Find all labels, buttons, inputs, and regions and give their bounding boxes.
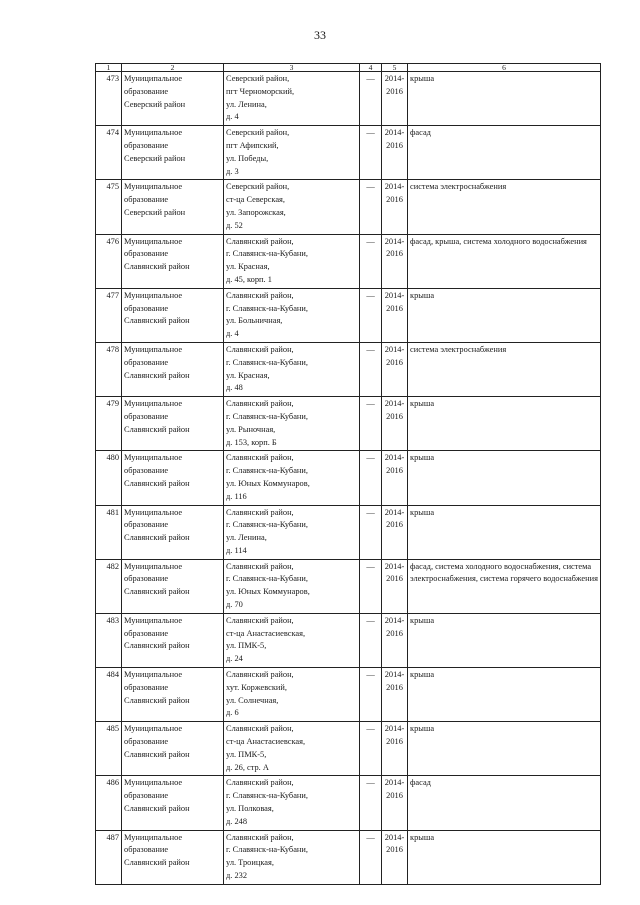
address-line: ул. Юных Коммунаров, [226, 478, 310, 488]
work-type-cell [408, 288, 601, 342]
table-row [96, 397, 601, 451]
address-line: ул. Солнечная, [226, 695, 279, 705]
address-line: ул. Полковая, [226, 804, 274, 814]
address-line: Славянский район, [226, 670, 294, 680]
municipality-cell [122, 180, 224, 234]
work-type-cell [408, 397, 601, 451]
address-cell [224, 342, 360, 396]
municipality-cell [122, 559, 224, 613]
address-line: д. 70 [226, 600, 243, 610]
period-start: 2014- [384, 670, 405, 680]
dash-cell: — [360, 180, 382, 234]
address-line: ул. Красная, [226, 370, 270, 380]
column-number-cell: 3 [224, 64, 360, 72]
table-row [96, 776, 601, 830]
period-start: 2014- [384, 344, 405, 354]
dash-cell: — [360, 342, 382, 396]
municipality-line: Славянский район [124, 533, 190, 543]
municipality-line: Славянский район [124, 587, 190, 597]
address-line: ул. ПМК-5, [226, 641, 267, 651]
municipality-line: Славянский район [124, 478, 190, 488]
address-line: д. 24 [226, 654, 243, 664]
period-cell [382, 288, 408, 342]
address-cell [224, 668, 360, 722]
period-cell [382, 830, 408, 884]
municipality-line: Муниципальное [124, 670, 183, 680]
column-number-cell: 6 [408, 64, 601, 72]
municipality-line: Славянский район [124, 424, 190, 434]
period-cell [382, 342, 408, 396]
municipality-line: образование [124, 86, 169, 96]
period-start: 2014- [384, 832, 405, 842]
address-line: ул. Запорожская, [226, 207, 286, 217]
dash-cell: — [360, 397, 382, 451]
address-cell [224, 397, 360, 451]
municipality-line: Муниципальное [124, 561, 183, 571]
row-number-cell: 486 [96, 776, 122, 830]
municipality-cell [122, 72, 224, 126]
period-cell [382, 451, 408, 505]
municipality-line: образование [124, 574, 169, 584]
address-line: пгт Афипский, [226, 140, 279, 150]
row-number-cell: 482 [96, 559, 122, 613]
period-start: 2014- [384, 128, 405, 138]
municipality-line: Северский район [124, 153, 186, 163]
address-line: Славянский район, [226, 290, 294, 300]
column-number-cell: 1 [96, 64, 122, 72]
address-line: д. 48 [226, 383, 243, 393]
municipality-cell [122, 776, 224, 830]
municipality-cell [122, 126, 224, 180]
address-cell [224, 830, 360, 884]
address-line: д. 4 [226, 329, 239, 339]
work-type-cell [408, 451, 601, 505]
column-number-cell: 4 [360, 64, 382, 72]
period-end: 2016 [386, 791, 403, 801]
work-type-text: крыша [410, 453, 435, 463]
municipality-line: Муниципальное [124, 236, 183, 246]
address-line: д. 6 [226, 708, 239, 718]
address-line: Славянский район, [226, 399, 294, 409]
work-type-text: крыша [410, 399, 435, 409]
period-cell [382, 505, 408, 559]
address-line: д. 153, корп. Б [226, 437, 277, 447]
work-type-text: крыша [410, 74, 435, 83]
work-type-cell [408, 72, 601, 126]
municipality-line: Муниципальное [124, 507, 183, 517]
municipality-line: образование [124, 628, 169, 638]
municipality-line: образование [124, 140, 169, 150]
period-cell [382, 722, 408, 776]
address-line: хут. Коржевский, [226, 682, 287, 692]
period-end: 2016 [386, 86, 403, 96]
address-line: Славянский район, [226, 615, 294, 625]
period-end: 2016 [386, 195, 403, 205]
address-line: д. 248 [226, 816, 248, 826]
period-start: 2014- [384, 778, 405, 788]
municipality-cell [122, 722, 224, 776]
period-cell [382, 776, 408, 830]
work-type-cell [408, 234, 601, 288]
municipality-line: Северский район [124, 99, 186, 109]
municipality-line: Муниципальное [124, 724, 183, 734]
municipality-line: Славянский район [124, 858, 190, 868]
municipality-line: образование [124, 411, 169, 421]
address-line: Славянский район, [226, 453, 294, 463]
municipality-line: образование [124, 249, 169, 259]
dash-cell: — [360, 722, 382, 776]
period-start: 2014- [384, 453, 405, 463]
work-type-text: фасад [410, 128, 431, 138]
municipality-cell [122, 288, 224, 342]
address-line: г. Славянск-на-Кубани, [226, 574, 308, 584]
municipality-line: Славянский район [124, 804, 190, 814]
period-start: 2014- [384, 724, 405, 734]
table-row [96, 342, 601, 396]
period-end: 2016 [386, 466, 403, 476]
work-type-cell [408, 830, 601, 884]
municipality-cell [122, 397, 224, 451]
address-line: г. Славянск-на-Кубани, [226, 520, 308, 530]
municipality-line: Муниципальное [124, 344, 183, 354]
address-cell [224, 234, 360, 288]
row-number-cell: 477 [96, 288, 122, 342]
municipality-line: Муниципальное [124, 453, 183, 463]
dash-cell: — [360, 830, 382, 884]
municipality-line: образование [124, 195, 169, 205]
municipality-line: Славянский район [124, 695, 190, 705]
period-cell [382, 668, 408, 722]
dash-cell: — [360, 451, 382, 505]
work-type-text: крыша [410, 670, 435, 680]
period-start: 2014- [384, 399, 405, 409]
dash-cell: — [360, 234, 382, 288]
period-start: 2014- [384, 290, 405, 300]
table-row [96, 72, 601, 126]
row-number-cell: 475 [96, 180, 122, 234]
address-line: г. Славянск-на-Кубани, [226, 466, 308, 476]
dash-cell: — [360, 776, 382, 830]
table-row [96, 613, 601, 667]
work-type-text: фасад [410, 778, 431, 788]
period-cell [382, 234, 408, 288]
period-cell [382, 180, 408, 234]
work-type-text: крыша [410, 832, 435, 842]
municipality-cell [122, 505, 224, 559]
municipality-cell [122, 342, 224, 396]
municipality-line: Славянский район [124, 370, 190, 380]
address-line: ул. Красная, [226, 262, 270, 272]
row-number-cell: 473 [96, 72, 122, 126]
table-row [96, 830, 601, 884]
period-cell [382, 72, 408, 126]
municipality-line: Муниципальное [124, 832, 183, 842]
municipality-line: Славянский район [124, 749, 190, 759]
column-number-cell: 5 [382, 64, 408, 72]
address-line: д. 116 [226, 491, 247, 501]
work-type-cell [408, 126, 601, 180]
table-row [96, 180, 601, 234]
municipality-line: Муниципальное [124, 182, 183, 192]
municipality-cell [122, 451, 224, 505]
address-cell [224, 180, 360, 234]
period-end: 2016 [386, 737, 403, 747]
address-line: Славянский район, [226, 561, 294, 571]
address-line: Северский район, [226, 128, 290, 138]
address-line: Северский район, [226, 74, 290, 83]
address-line: д. 26, стр. А [226, 762, 269, 772]
column-number-cell: 2 [122, 64, 224, 72]
period-cell [382, 559, 408, 613]
dash-cell: — [360, 126, 382, 180]
work-type-text: крыша [410, 724, 435, 734]
period-start: 2014- [384, 507, 405, 517]
municipality-line: Муниципальное [124, 615, 183, 625]
period-end: 2016 [386, 357, 403, 367]
address-cell [224, 559, 360, 613]
address-line: д. 45, корп. 1 [226, 274, 272, 284]
address-line: д. 114 [226, 545, 247, 555]
municipality-line: образование [124, 737, 169, 747]
municipality-cell [122, 830, 224, 884]
table-row [96, 559, 601, 613]
municipality-line: образование [124, 791, 169, 801]
address-cell [224, 288, 360, 342]
work-type-text: крыша [410, 290, 435, 300]
address-line: ул. ПМК-5, [226, 749, 267, 759]
table-row [96, 126, 601, 180]
municipality-line: Муниципальное [124, 128, 183, 138]
address-line: Северский район, [226, 182, 290, 192]
table-row [96, 722, 601, 776]
dash-cell: — [360, 613, 382, 667]
municipality-line: Муниципальное [124, 74, 183, 83]
work-type-cell [408, 505, 601, 559]
period-start: 2014- [384, 236, 405, 246]
page-number: 33 [314, 28, 326, 42]
period-cell [382, 397, 408, 451]
address-line: Славянский район, [226, 236, 294, 246]
municipality-line: Муниципальное [124, 778, 183, 788]
dash-cell: — [360, 72, 382, 126]
table-row [96, 234, 601, 288]
work-type-cell [408, 180, 601, 234]
column-number-row [96, 64, 601, 72]
period-end: 2016 [386, 140, 403, 150]
work-type-cell [408, 559, 601, 613]
address-line: д. 3 [226, 166, 239, 176]
work-type-text: крыша [410, 507, 435, 517]
row-number-cell: 487 [96, 830, 122, 884]
address-line: д. 4 [226, 112, 239, 122]
row-number-cell: 481 [96, 505, 122, 559]
address-cell [224, 505, 360, 559]
period-start: 2014- [384, 74, 405, 83]
address-cell [224, 126, 360, 180]
period-start: 2014- [384, 182, 405, 192]
period-end: 2016 [386, 249, 403, 259]
period-start: 2014- [384, 615, 405, 625]
address-line: г. Славянск-на-Кубани, [226, 357, 308, 367]
address-cell [224, 776, 360, 830]
period-cell [382, 613, 408, 667]
period-start: 2014- [384, 561, 405, 571]
address-line: Славянский район, [226, 832, 294, 842]
address-line: Славянский район, [226, 344, 294, 354]
address-line: Славянский район, [226, 778, 294, 788]
row-number-cell: 483 [96, 613, 122, 667]
address-cell [224, 722, 360, 776]
period-end: 2016 [386, 574, 403, 584]
municipality-line: Славянский район [124, 641, 190, 651]
address-cell [224, 613, 360, 667]
municipality-line: Муниципальное [124, 399, 183, 409]
address-line: Славянский район, [226, 507, 294, 517]
address-line: ул. Троицкая, [226, 858, 274, 868]
work-type-text: система электроснабжения [410, 182, 507, 192]
dash-cell: — [360, 288, 382, 342]
registry-table [95, 63, 601, 885]
address-line: г. Славянск-на-Кубани, [226, 303, 308, 313]
period-end: 2016 [386, 628, 403, 638]
dash-cell: — [360, 668, 382, 722]
address-line: ул. Юных Коммунаров, [226, 587, 310, 597]
work-type-cell [408, 776, 601, 830]
address-cell [224, 72, 360, 126]
address-line: ул. Больничная, [226, 316, 283, 326]
work-type-text: фасад, крыша, система холодного водоснабжения [410, 236, 587, 246]
work-type-text: крыша [410, 615, 435, 625]
municipality-line: образование [124, 520, 169, 530]
address-line: ст-ца Анастасиевская, [226, 737, 306, 747]
municipality-cell [122, 613, 224, 667]
work-type-cell [408, 722, 601, 776]
table-row [96, 505, 601, 559]
row-number-cell: 476 [96, 234, 122, 288]
work-type-cell [408, 613, 601, 667]
row-number-cell: 480 [96, 451, 122, 505]
address-line: д. 52 [226, 220, 243, 230]
work-type-text: система электроснабжения [410, 344, 507, 354]
row-number-cell: 484 [96, 668, 122, 722]
row-number-cell: 478 [96, 342, 122, 396]
row-number-cell: 479 [96, 397, 122, 451]
period-end: 2016 [386, 682, 403, 692]
period-cell [382, 126, 408, 180]
address-line: ул. Ленина, [226, 99, 267, 109]
municipality-line: Славянский район [124, 316, 190, 326]
municipality-line: Муниципальное [124, 290, 183, 300]
address-line: ст-ца Анастасиевская, [226, 628, 306, 638]
period-end: 2016 [386, 520, 403, 530]
work-type-text: фасад, система холодного водоснабжения, система электроснабжения, система горячего водоснабжения [410, 561, 598, 584]
address-line: г. Славянск-на-Кубани, [226, 411, 308, 421]
address-line: д. 232 [226, 871, 248, 881]
address-line: ул. Победы, [226, 153, 269, 163]
address-line: ул. Рыночная, [226, 424, 276, 434]
address-line: ул. Ленина, [226, 533, 267, 543]
address-cell [224, 451, 360, 505]
work-type-cell [408, 668, 601, 722]
row-number-cell: 485 [96, 722, 122, 776]
table-row [96, 451, 601, 505]
address-line: г. Славянск-на-Кубани, [226, 791, 308, 801]
table-row [96, 288, 601, 342]
work-type-cell [408, 342, 601, 396]
registry-table-body [96, 64, 601, 885]
period-end: 2016 [386, 845, 403, 855]
address-line: пгт Черноморский, [226, 86, 295, 96]
municipality-cell [122, 668, 224, 722]
address-line: Славянский район, [226, 724, 294, 734]
row-number-cell: 474 [96, 126, 122, 180]
municipality-line: образование [124, 357, 169, 367]
period-end: 2016 [386, 303, 403, 313]
address-line: ст-ца Северская, [226, 195, 285, 205]
address-line: г. Славянск-на-Кубани, [226, 249, 308, 259]
dash-cell: — [360, 505, 382, 559]
municipality-line: образование [124, 682, 169, 692]
municipality-line: Северский район [124, 207, 186, 217]
municipality-line: образование [124, 845, 169, 855]
dash-cell: — [360, 559, 382, 613]
address-line: г. Славянск-на-Кубани, [226, 845, 308, 855]
municipality-line: образование [124, 466, 169, 476]
table-row [96, 668, 601, 722]
municipality-cell [122, 234, 224, 288]
municipality-line: Славянский район [124, 262, 190, 272]
municipality-line: образование [124, 303, 169, 313]
period-end: 2016 [386, 411, 403, 421]
